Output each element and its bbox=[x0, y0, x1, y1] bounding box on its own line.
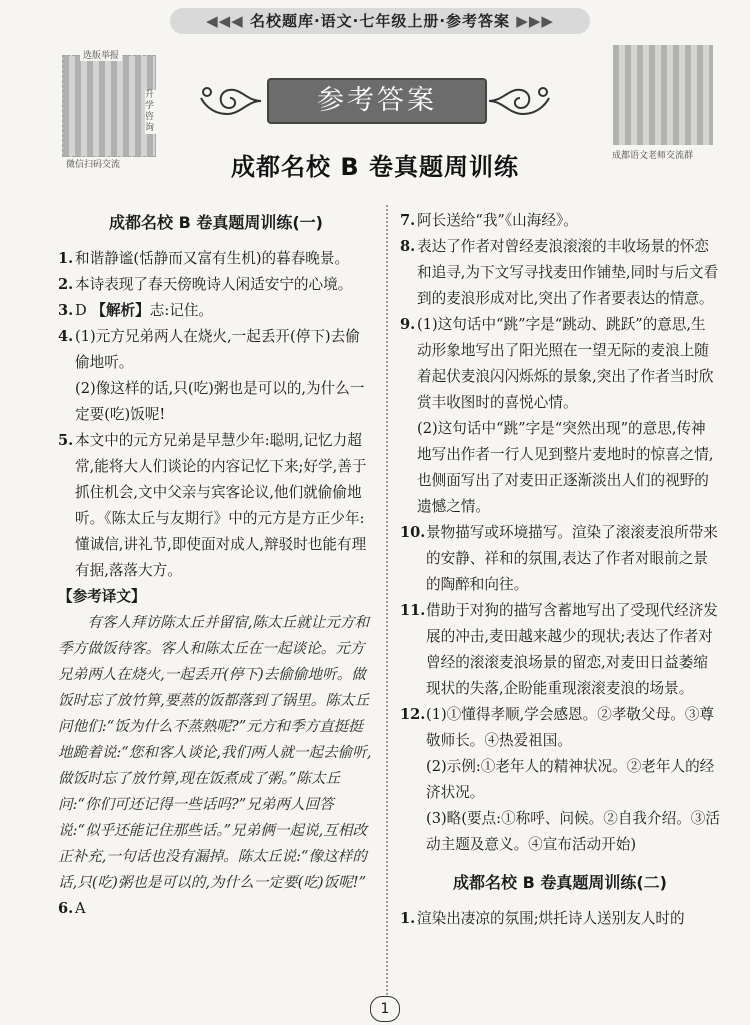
flourish-left-icon bbox=[197, 78, 263, 124]
translation-text bbox=[58, 610, 374, 896]
item-text: A bbox=[75, 900, 86, 917]
chevrons-right: ▶▶▶ bbox=[516, 12, 554, 30]
banner-title: 参考答案 bbox=[267, 78, 487, 124]
item-number: 5. bbox=[58, 432, 74, 449]
answer-item bbox=[400, 312, 720, 520]
answer-item bbox=[400, 906, 720, 932]
qr-code-right-image bbox=[613, 45, 713, 145]
page-title: 成都名校 B 卷真题周训练 bbox=[230, 153, 519, 181]
answer-item bbox=[58, 246, 374, 272]
item-number: 9. bbox=[400, 316, 416, 333]
item-text: 表达了作者对曾经麦浪滚滚的丰收场景的怀恋和追寻,为下文写寻找麦田作铺垫,同时与后文看到的麦浪形成对比,突出了作者要表达的情意。 bbox=[417, 238, 719, 307]
answer-item bbox=[400, 520, 720, 598]
qr-code-left-image bbox=[62, 55, 156, 157]
item-number: 12. bbox=[400, 706, 426, 723]
qr-right-caption: 成都语文老师交流群 bbox=[612, 151, 694, 161]
right-column bbox=[400, 208, 720, 932]
page-number: 1 bbox=[370, 996, 400, 1022]
column-divider bbox=[386, 205, 388, 995]
item-number: 7. bbox=[400, 212, 416, 229]
item-number: 1. bbox=[400, 910, 416, 927]
qr-left-side-label: 升学咨询 bbox=[145, 90, 157, 134]
item-text: (2)示例:①老年人的精神状况。②老年人的经济状况。 bbox=[426, 758, 715, 801]
item-text: (1)元方兄弟两人在烧火,一起丢开(停下)去偷偷地听。 bbox=[75, 328, 360, 371]
item-text: 和谐静谧(恬静而又富有生机)的暮春晚景。 bbox=[75, 250, 350, 267]
answer-item bbox=[400, 208, 720, 234]
answer-item bbox=[58, 272, 374, 298]
item-text: 本诗表现了春天傍晚诗人闲适安宁的心境。 bbox=[75, 276, 353, 293]
answer-item bbox=[58, 428, 374, 584]
item-text: 志:记住。 bbox=[149, 302, 214, 319]
qr-left-top-label: 选版举报 bbox=[80, 48, 122, 61]
item-number: 4. bbox=[58, 328, 74, 345]
item-number: 2. bbox=[58, 276, 74, 293]
answer-banner bbox=[195, 72, 555, 132]
item-number: 1. bbox=[58, 250, 74, 267]
item-number: 8. bbox=[400, 238, 416, 255]
answer-item bbox=[58, 298, 374, 324]
item-number: 3. bbox=[58, 302, 74, 319]
item-text: 本文中的元方兄弟是早慧少年:聪明,记忆力超常,能将大人们谈论的内容记忆下来;好学,善于抓住机会,文中父亲与宾客论议,他们就偷偷地听。《陈太丘与友期行》中的元方是方正少年:懂诚信,讲礼节,即使面对成人,辩驳时也能有理有据,落落大方。 bbox=[75, 432, 367, 579]
item-number: 10. bbox=[400, 524, 426, 541]
running-header-text: 名校题库·语文·七年级上册·参考答案 bbox=[249, 12, 511, 30]
translation-label: 【参考译文】 bbox=[58, 588, 146, 605]
translation-paragraph: 有客人拜访陈太丘并留宿,陈太丘就让元方和季方做饭待客。客人和陈太丘在一起谈论。元方兄弟两人在烧火,一起丢开(停下)去偷偷地听。做饭时忘了放竹箅,要蒸的饭都落到了锅里。陈太丘问他们:“饭为什么不蒸熟呢?”元方和季方直挺挺地跪着说:“您和客人谈论,我们两人就一起去偷听,做饭时忘了放竹箅,现在饭煮成了粥。”陈太丘问:“你们可还记得一些话吗?”兄弟两人回答说:“似乎还能记住那些话。”兄弟俩一起说,互相改正补充,一句话也没有漏掉。陈太丘说:“像这样的话,只(吃)粥也是可以的,为什么一定要(吃)饭呢!” bbox=[58, 614, 372, 891]
item-text: 借助于对狗的描写含蓄地写出了受现代经济发展的冲击,麦田越来越少的现状;表达了作者对曾经的滚滚麦浪场景的留恋,对麦田日益萎缩现状的失落,企盼能重现滚滚麦浪的场景。 bbox=[426, 602, 718, 697]
running-header bbox=[170, 8, 590, 34]
item-number: 11. bbox=[400, 602, 426, 619]
qr-left-bottom-label: 微信扫码交流 bbox=[66, 160, 121, 170]
answer-item bbox=[400, 702, 720, 858]
item-text: 阿长送给“我”《山海经》。 bbox=[417, 212, 578, 229]
item-text: (1)这句话中“跳”字是“跳动、跳跃”的意思,生动形象地写出了阳光照在一望无际的麦浪上随着起伏麦浪闪闪烁烁的景象,突出了作者当时欣赏丰收图时的喜悦心情。 bbox=[417, 316, 714, 411]
item-text: (2)这句话中“跳”字是“突然出现”的意思,传神地写出作者一行人见到整片麦地时的惊喜之情,也侧面写出了对麦田正逐渐淡出人们的视野的遗憾之情。 bbox=[417, 420, 714, 515]
item-answer: D bbox=[75, 302, 87, 319]
answer-item bbox=[58, 896, 374, 922]
flourish-right-icon bbox=[487, 78, 553, 124]
section-title: 成都名校 B 卷真题周训练(二) bbox=[453, 873, 667, 892]
item-text: 渲染出凄凉的氛围;烘托诗人送别友人时的 bbox=[417, 910, 685, 927]
answer-item bbox=[400, 598, 720, 702]
item-text: (2)像这样的话,只(吃)粥也是可以的,为什么一定要(吃)饭呢! bbox=[75, 380, 365, 423]
answer-item bbox=[400, 234, 720, 312]
item-text: (1)①懂得孝顺,学会感恩。②孝敬父母。③尊敬师长。④热爱祖国。 bbox=[426, 706, 715, 749]
section-title: 成都名校 B 卷真题周训练(一) bbox=[109, 213, 323, 232]
left-column bbox=[58, 208, 374, 922]
item-number: 6. bbox=[58, 900, 74, 917]
answer-item bbox=[58, 324, 374, 428]
analysis-tag: 【解析】 bbox=[91, 302, 150, 319]
item-text: 景物描写或环境描写。渲染了滚滚麦浪所带来的安静、祥和的氛围,表达了作者对眼前之景的陶醉和向往。 bbox=[426, 524, 718, 593]
item-text: (3)略(要点:①称呼、问候。②自我介绍。③活动主题及意义。④宣布活动开始) bbox=[426, 810, 720, 853]
chevrons-left: ◀◀◀ bbox=[206, 12, 244, 30]
